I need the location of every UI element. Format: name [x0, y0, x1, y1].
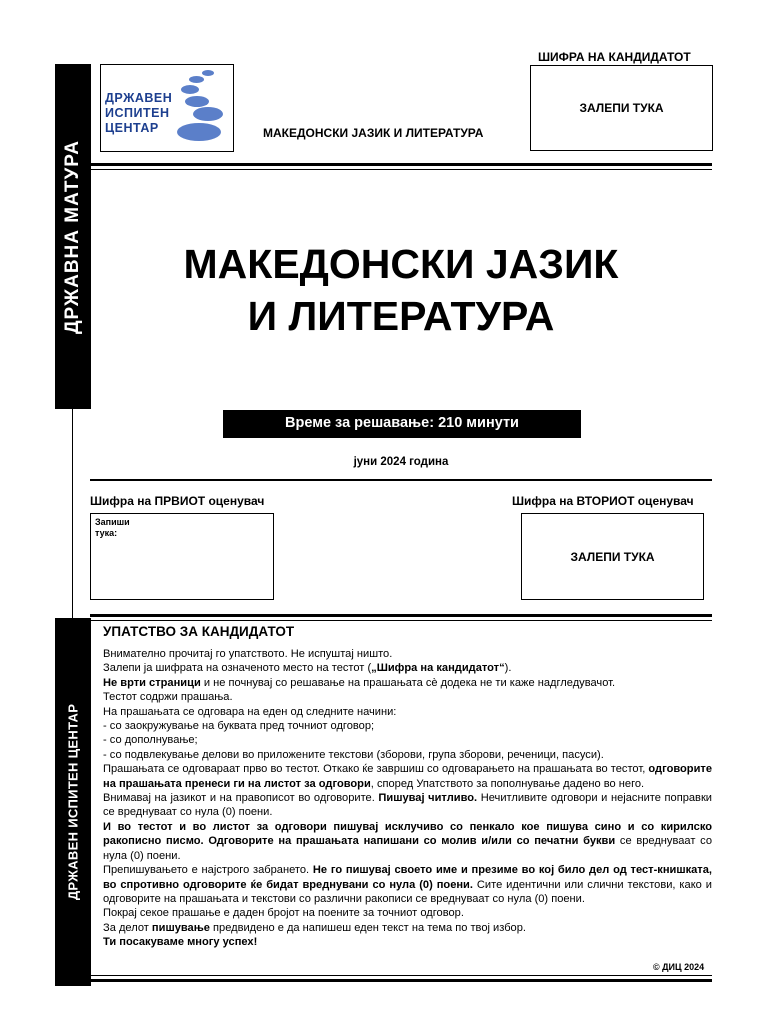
logo-line-1: ДРЖАВЕН — [105, 91, 173, 105]
instructions-rule-top-thin — [90, 620, 712, 621]
candidate-box-text: ЗАЛЕПИ ТУКА — [579, 101, 664, 115]
sidebar-top-label: ДРЖАВНА МАТУРА — [62, 139, 83, 334]
instruction-closing: Ти посакуваме многу успех! — [103, 936, 258, 949]
logo-ellipse-4 — [185, 96, 209, 107]
instruction-line: - со подвлекување делови во приложените текстови (зборови, група зборови, реченици, пасуси). — [103, 748, 604, 761]
instruction-line: Не врти страници и не почнувај со решавање на прашањата сè додека не ти каже надгледувачот. — [103, 676, 616, 689]
instructions-title: УПАТСТВО ЗА КАНДИДАТОТ — [103, 624, 295, 639]
logo-line-3: ЦЕНТАР — [105, 121, 159, 135]
instruction-line: - со заокружување на буквата пред точниот одговор; — [103, 720, 375, 733]
title-line-2: И ЛИТЕРАТУРА — [247, 293, 555, 339]
logo-ellipse-2 — [189, 76, 204, 83]
second-grader-label: Шифра на ВТОРИОТ оценувач — [512, 494, 694, 508]
instruction-line: - со дополнување; — [103, 734, 198, 747]
instruction-line: Покрај секое прашање е даден бројот на поените за точниот одговор. — [103, 907, 464, 920]
instruction-paragraph: Препишувањето е најстрого забрането. Не го пишувај своето име и презиме во кој било дел од тест-книшката, во спротивно одговорите ќе бидат вреднувани со нула (0) поени. Сите идентични или слични текстови, како и одговорите на прашањата и текстови со различни ракописи се вреднуваат со нула (0) поени. — [103, 864, 712, 905]
instructions-body — [103, 647, 712, 950]
instruction-paragraph: Внимавај на јазикот и на правописот во одговорите. Пишувај читливо. Нечитливите одговори и нејасните поправки се вреднуваат со нула (0) поени. — [103, 792, 712, 819]
candidate-code-box[interactable] — [530, 65, 713, 151]
logo-line-2: ИСПИТЕН — [105, 106, 170, 120]
copyright: © ДИЦ 2024 — [653, 962, 705, 972]
footer-rule-thin — [90, 975, 712, 976]
instruction-paragraph: Прашањата се одговараат прво во тестот. Откако ќе завршиш со одговарањето на прашањата во тестот, одговорите на прашањата пренеси ги на листот за одговори, според Упатството за пополнување дадено во него. — [103, 763, 712, 790]
logo-ellipse-5 — [193, 107, 223, 121]
instruction-line: За делот пишување предвидено е да напишеш еден текст на тема по твој избор. — [103, 921, 526, 934]
instructions-rule-top-thick — [90, 614, 712, 617]
second-grader-box[interactable] — [521, 513, 704, 600]
exam-date: јуни 2024 година — [353, 456, 449, 468]
footer-rule-thick — [90, 979, 712, 982]
title-line-1: МАКЕДОНСКИ ЈАЗИК — [183, 241, 619, 287]
first-grader-box[interactable] — [90, 513, 274, 600]
instruction-line: Тестот содржи прашања. — [103, 691, 233, 704]
sidebar-exam-center — [55, 618, 91, 986]
instruction-line: Внимателно прочитај го упатството. Не испуштај ништо. — [103, 648, 393, 660]
logo-ellipse-1 — [202, 70, 214, 76]
exam-center-logo — [100, 64, 234, 152]
main-title — [90, 238, 712, 342]
sidebar-connector-line — [72, 409, 73, 618]
sidebar-state-matura — [55, 64, 91, 409]
time-limit-banner: Време за решавање: 210 минути — [223, 410, 581, 438]
logo-text — [105, 91, 185, 136]
first-grader-hint: Запиши тука: — [95, 517, 130, 538]
instruction-paragraph: И во тестот и во листот за одговори пишувај исклучиво со пенкало кое пишува сино и со кирилско ракописно писмо. Одговорите на прашањата напишани со молив и/или со печатни букви се вреднуваат со нула (0) поени. — [103, 820, 712, 862]
candidate-code-label: ШИФРА НА КАНДИДАТОТ — [538, 50, 691, 64]
sidebar-bottom-label: ДРЖАВЕН ИСПИТЕН ЦЕНТАР — [65, 703, 81, 901]
header-rule-thick — [90, 163, 712, 166]
header-rule-thin — [90, 169, 712, 170]
first-grader-label: Шифра на ПРВИОТ оценувач — [90, 494, 265, 508]
instruction-line: На прашањата се одговара на еден од следните начини: — [103, 705, 397, 718]
instruction-line: Залепи ја шифрата на означеното место на тестот („Шифра на кандидатот“). — [103, 662, 512, 675]
subject-header: МАКЕДОНСКИ ЈАЗИК И ЛИТЕРАТУРА — [263, 126, 484, 140]
graders-rule — [90, 479, 712, 481]
second-grader-box-text: ЗАЛЕПИ ТУКА — [570, 549, 655, 564]
